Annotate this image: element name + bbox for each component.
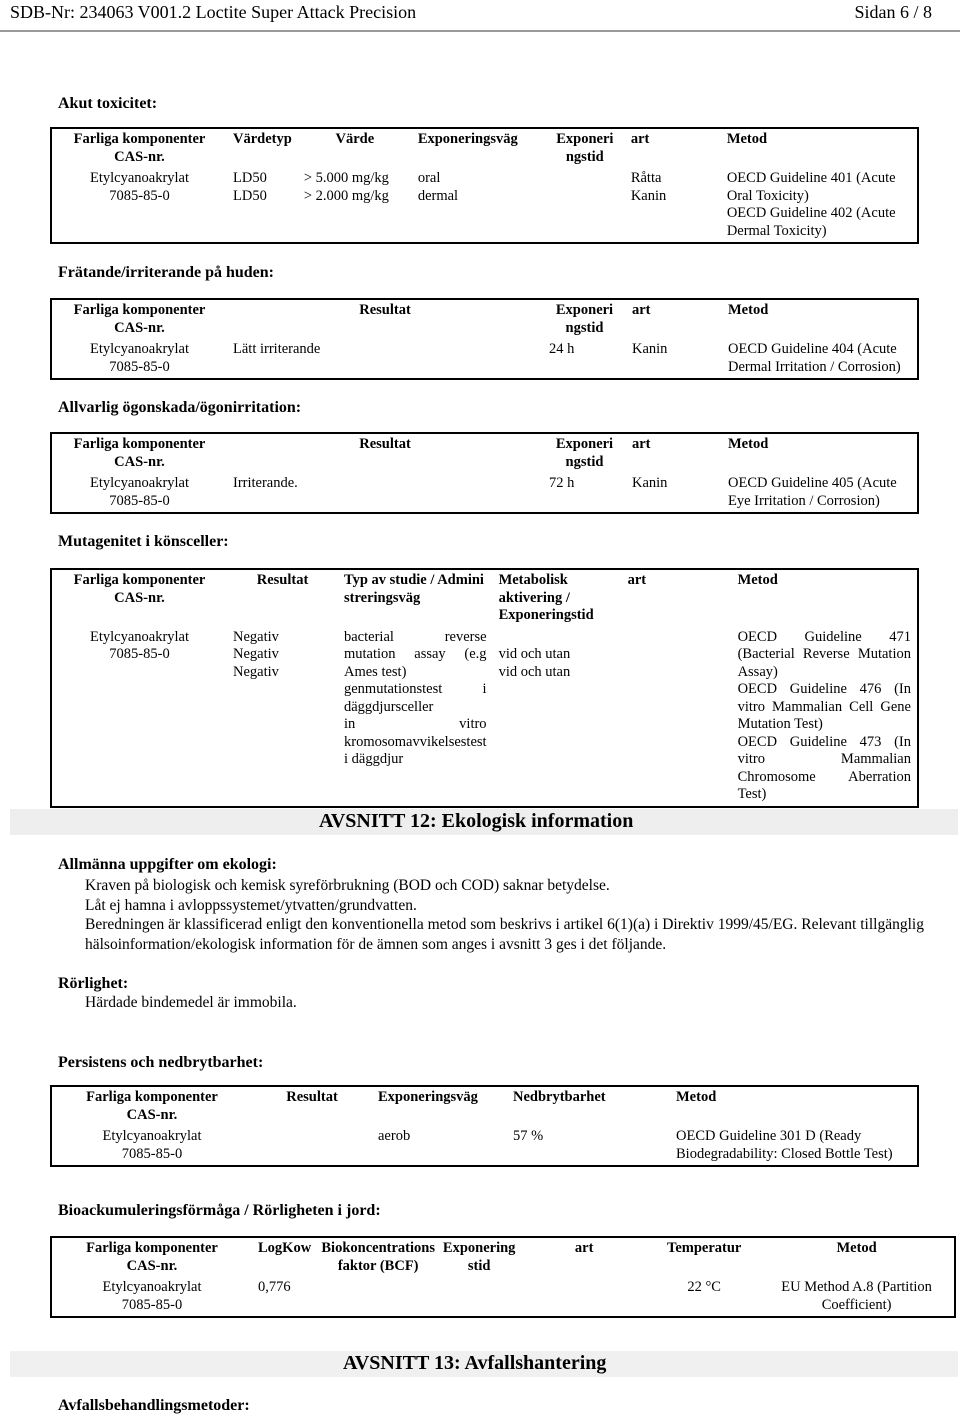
- col-header-result: Resultat: [256, 572, 309, 588]
- route-cell: aerob: [378, 1128, 411, 1144]
- col-header-value: Värde: [335, 131, 375, 147]
- header-divider: [0, 30, 960, 32]
- component-cell: Etylcyanoakrylat 7085-85-0: [89, 628, 190, 662]
- method-cell: OECD Guideline 404 (Acute Dermal Irritation / Corrosion): [728, 341, 901, 375]
- result-cell: Lätt irriterande: [233, 341, 321, 357]
- col-header-component: Farliga komponenter CAS-nr.: [86, 1240, 218, 1274]
- section-12-banner: [10, 809, 958, 835]
- general-ecology-line: Kraven på biologisk och kemisk syreförbrukning (BOD och COD) saknar betydelse.: [85, 877, 610, 894]
- logkow-cell: 0,776: [258, 1279, 291, 1295]
- document-id: SDB-Nr: 234063 V001.2 Loctite Super Attack Precision: [10, 2, 417, 22]
- col-header-method: Metod: [726, 131, 768, 147]
- col-header-method: Metod: [737, 572, 778, 588]
- col-header-species: art: [627, 572, 647, 588]
- col-header-component: Farliga komponenter CAS-nr.: [86, 1089, 218, 1123]
- method-cell: OECD Guideline 401 (Acute Oral Toxicity) OECD Guideline 402 (Acute Dermal Toxicity): [726, 170, 896, 239]
- col-header-method: Metod: [836, 1240, 877, 1256]
- table-row: [51, 473, 918, 513]
- table-row: [51, 1277, 955, 1317]
- col-header-species: art: [632, 436, 651, 452]
- bioaccumulation-table: [50, 1236, 956, 1318]
- component-cell: Etylcyanoakrylat 7085-85-0: [89, 475, 190, 509]
- mobility-title: Rörlighet:: [58, 975, 129, 992]
- skin-irritation-table: [50, 298, 919, 380]
- exposure-time-cell: 24 h: [549, 341, 575, 357]
- mutagenicity-table: [50, 568, 919, 808]
- table-row: [51, 168, 918, 243]
- page-number: Sidan 6 / 8: [854, 2, 932, 22]
- waste-treatment-title: Avfallsbehandlingsmetoder:: [58, 1397, 250, 1414]
- species-cell: [519, 1277, 649, 1317]
- col-header-route: Exponeringsväg: [417, 131, 518, 147]
- col-header-study-type: Typ av studie / Administreringsväg: [344, 572, 484, 606]
- col-header-result: Resultat: [359, 436, 411, 452]
- bioaccumulation-title: Bioackumuleringsförmåga / Rörligheten i jord:: [58, 1202, 381, 1219]
- col-header-exposure-time: Exponeri ngstid: [555, 302, 614, 336]
- col-header-component: Farliga komponenter CAS-nr.: [73, 572, 206, 606]
- species-cell: Kanin: [632, 341, 668, 357]
- component-cell: Etylcyanoakrylat 7085-85-0: [102, 1279, 202, 1313]
- general-ecology-text: [85, 876, 925, 954]
- col-header-component: Farliga komponenter CAS-nr.: [73, 436, 206, 470]
- col-header-degradability: Nedbrytbarhet: [513, 1089, 606, 1105]
- mutagenicity-title: Mutagenitet i könsceller:: [58, 533, 229, 550]
- component-cell: Etylcyanoakrylat 7085-85-0: [89, 170, 190, 204]
- col-header-exposure-time: Exponeri ngstid: [556, 131, 614, 165]
- section-12-title: AVSNITT 12: Ekologisk information: [319, 810, 634, 832]
- col-header-metabolic-activation: Metabolisk aktivering / Exponeringstid: [498, 572, 594, 623]
- study-type-cell: bacterial reverse mutation assay (e.g Ames test) genmutationstest i däggdjursceller in vitro kromosomavvikelsestest i däggdjur: [344, 628, 487, 767]
- mobility-text: Härdade bindemedel är immobila.: [85, 994, 297, 1011]
- col-header-bcf: Biokoncentrations faktor (BCF): [321, 1240, 435, 1274]
- col-header-exposure-time: Exponering stid: [442, 1240, 516, 1274]
- species-cell: Råtta Kanin: [630, 170, 667, 204]
- method-cell: EU Method A.8 (Partition Coefficient): [781, 1279, 932, 1313]
- species-cell: Kanin: [632, 475, 668, 491]
- result-cell: [252, 1126, 372, 1166]
- exposure-time-cell: 72 h: [549, 475, 575, 491]
- col-header-component: Farliga komponenter CAS-nr.: [73, 131, 206, 165]
- col-header-species: art: [574, 1240, 594, 1256]
- result-cell: Negativ Negativ Negativ: [233, 628, 279, 680]
- col-header-value-type: Värdetyp: [233, 131, 292, 147]
- component-cell: Etylcyanoakrylat 7085-85-0: [89, 341, 190, 375]
- col-header-logkow: LogKow: [258, 1240, 312, 1256]
- exposure-time-cell: [545, 168, 625, 243]
- method-cell: OECD Guideline 405 (Acute Eye Irritation / Corrosion): [728, 475, 897, 509]
- route-cell: oral dermal: [417, 170, 459, 204]
- temperature-cell: 22 °C: [687, 1279, 721, 1295]
- col-header-species: art: [630, 131, 650, 147]
- persistence-table: [50, 1085, 919, 1167]
- eye-irritation-title: Allvarlig ögonskada/ögonirritation:: [58, 399, 302, 416]
- page-header: [0, 0, 960, 28]
- col-header-species: art: [632, 302, 651, 318]
- acute-tox-title: Akut toxicitet:: [58, 95, 158, 112]
- bcf-cell: [317, 1277, 439, 1317]
- method-cell: OECD Guideline 301 D (Ready Biodegradability: Closed Bottle Test): [676, 1128, 893, 1162]
- col-header-exposure-time: Exponeri ngstid: [555, 436, 614, 470]
- col-header-method: Metod: [728, 302, 769, 318]
- result-cell: Irriterande.: [233, 475, 298, 491]
- col-header-result: Resultat: [286, 1089, 338, 1105]
- eye-irritation-table: [50, 432, 919, 514]
- acute-tox-table: [50, 127, 919, 244]
- general-ecology-line: Låt ej hamna i avloppssystemet/ytvatten/grundvatten.: [85, 896, 417, 914]
- col-header-result: Resultat: [359, 302, 411, 318]
- general-ecology-line: Beredningen är klassificerad enligt den konventionella metod som beskrivs i artikel 6(1)(a) i Direktiv 1999/45/EG. Relevant tillgänglig hälsoinformation/ekologisk information för de ämnen som anges i avsnitt 3 ges i det följande.: [85, 916, 924, 953]
- skin-irritation-title: Frätande/irriterande på huden:: [58, 264, 274, 281]
- table-row: [51, 339, 918, 379]
- table-row: [51, 1126, 918, 1166]
- col-header-method: Metod: [728, 436, 769, 452]
- col-header-route: Exponeringsväg: [378, 1089, 478, 1105]
- component-cell: Etylcyanoakrylat 7085-85-0: [102, 1128, 202, 1162]
- exposure-time-cell: [439, 1277, 519, 1317]
- general-ecology-title: Allmänna uppgifter om ekologi:: [58, 856, 277, 873]
- degradability-cell: 57 %: [513, 1128, 544, 1144]
- col-header-method: Metod: [676, 1089, 717, 1105]
- value-cell: > 5.000 mg/kg > 2.000 mg/kg: [303, 170, 389, 204]
- col-header-component: Farliga komponenter CAS-nr.: [73, 302, 206, 336]
- persistence-title: Persistens och nedbrytbarhet:: [58, 1054, 264, 1071]
- value-type-cell: LD50 LD50: [233, 170, 267, 204]
- metabolic-activation-cell: vid och utan vid och utan: [498, 646, 571, 680]
- table-row: [51, 627, 918, 807]
- section-13-banner: [10, 1351, 958, 1377]
- section-13-title: AVSNITT 13: Avfallshantering: [343, 1352, 607, 1374]
- col-header-temperature: Temperatur: [666, 1240, 742, 1256]
- method-cell: OECD Guideline 471 (Bacterial Reverse Mutation Assay) OECD Guideline 476 (In vitro Mammalian Cell Gene Mutation Test) OECD Guideline 473 (In vitro Mammalian Chromosome Aberration Test): [737, 628, 911, 802]
- species-cell: [622, 627, 732, 807]
